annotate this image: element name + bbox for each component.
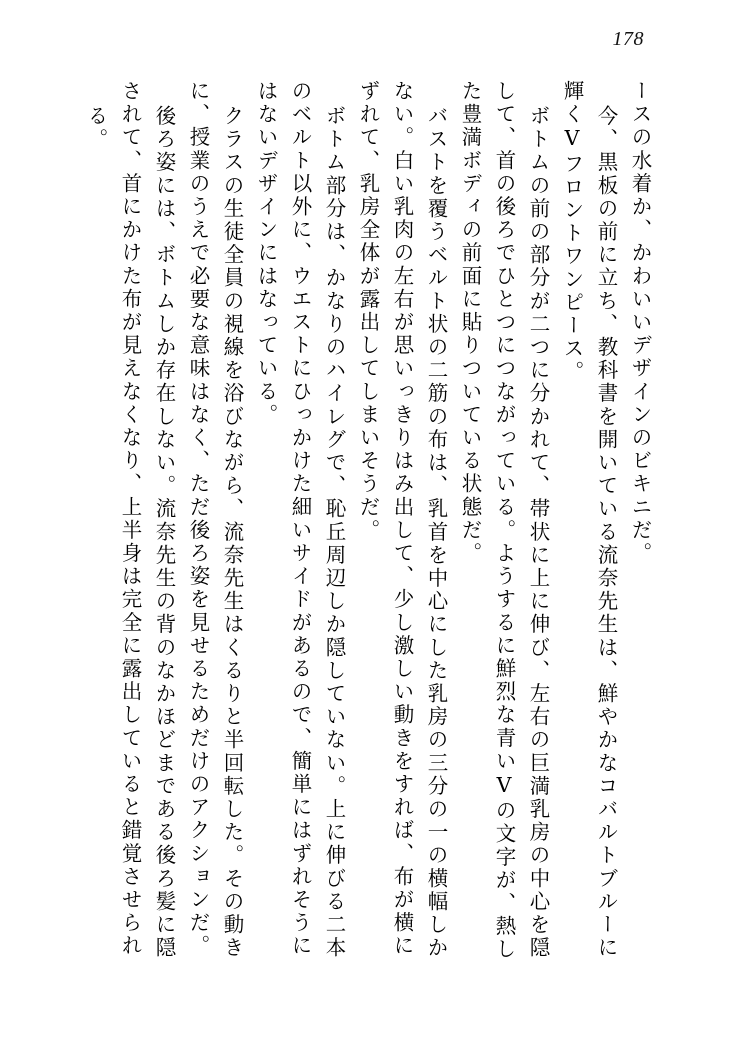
text-line: 後ろ姿には、ボトムしか存在しない。流奈先生の背のなかほどまである後ろ髪に隠 <box>152 105 176 960</box>
text-line: ボトム部分は、かなりのハイレグで、恥丘周辺しか隠していない。上に伸びる二本 <box>322 105 346 960</box>
text-line: クラスの生徒全員の視線を浴びながら、流奈先生はくるりと半回転した。その動き <box>220 105 244 960</box>
text-line: ずれて、乳房全体が露出してしまいそうだ。 <box>356 80 380 542</box>
text-line: はないデザインにはなっている。 <box>254 80 278 427</box>
text-line: に、授業のうえで必要な意味はなく、ただ後ろ姿を見せるためだけのアクションだ。 <box>186 80 210 958</box>
text-line: た豊満ボディの前面に貼りついている状態だ。 <box>458 80 482 566</box>
text-line: ースの水着か、かわいいデザインのビキニだ。 <box>628 80 652 566</box>
text-line: 輝くVフロントワンピース。 <box>560 80 584 384</box>
text-line: バストを覆うベルト状の二筋の布は、乳首を中心にした乳房の三分の一の横幅しか <box>424 105 448 960</box>
text-line: して、首の後ろでひとつにつながっている。ようするに鮮烈な青いVの文字が、熱し <box>492 80 516 962</box>
text-line: ボトムの前の部分が二つに分かれて、帯状に上に伸び、左右の巨満乳房の中心を隠 <box>526 105 550 960</box>
body-text-block <box>86 80 650 967</box>
text-line: のベルト以外に、ウエストにひっかけた細いサイドがあるので、簡単にはずれそうに <box>288 80 312 958</box>
text-line: る。 <box>84 105 108 152</box>
text-line: されて、首にかけた布が見えなくなり、上半身は完全に露出していると錯覚させられ <box>118 80 142 958</box>
text-line: 今、黒板の前に立ち、教科書を開いている流奈先生は、鮮やかなコバルトブルーに <box>594 105 618 960</box>
text-line: ない。白い乳肉の左右が思いっきりはみ出して、少し激しい動きをすれば、布が横に <box>390 80 414 958</box>
page-number: 178 <box>612 28 644 50</box>
